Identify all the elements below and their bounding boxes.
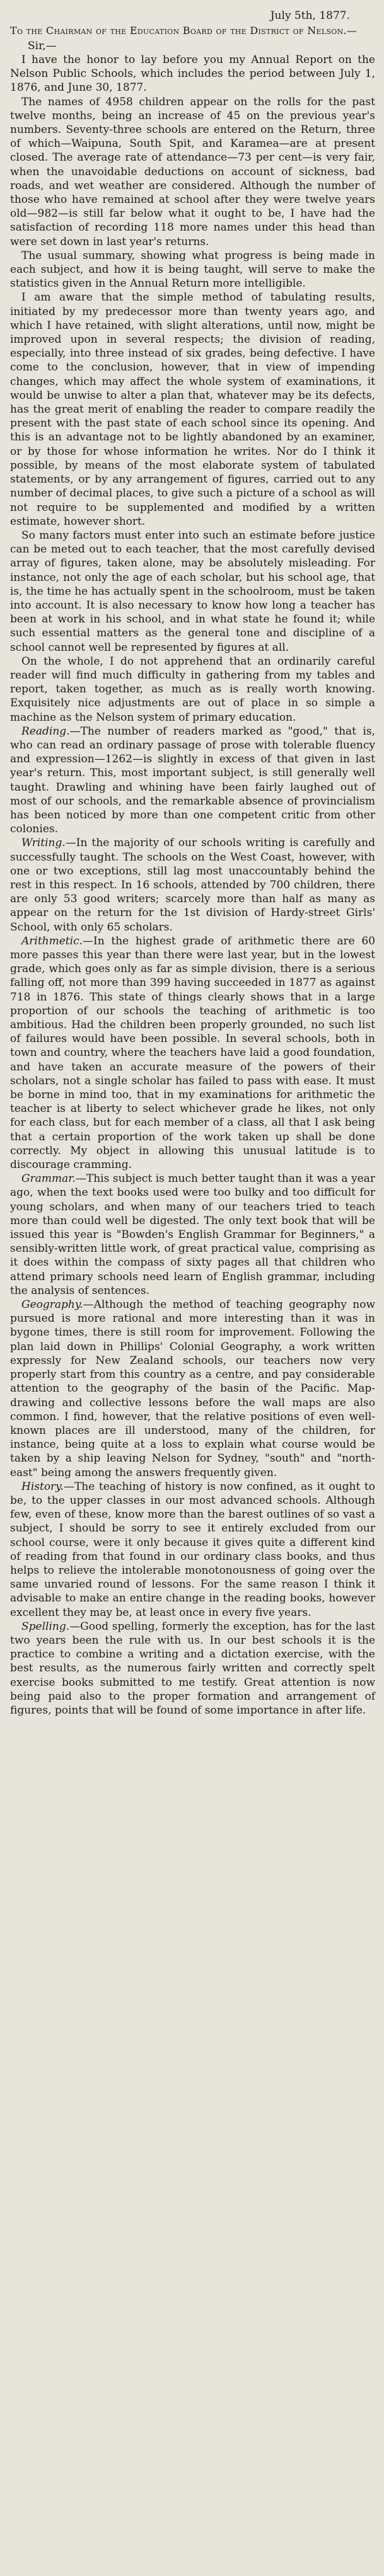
section-lead: Spelling. (21, 1620, 70, 1633)
section-lead: Grammar. (21, 1172, 76, 1186)
paragraph-spelling: Spelling.—Good spelling, formerly the exception, has for the last two years been the rule with us. In our best schools it is the practice to combine a writing and a dictation exercise, with the best results, as the numerous fairly written and correctly spelt exercise books submitted to me testify. Great attention is now being paid also to the proper formation and arrangement of figures, points that will be found of some importance in after life. (10, 1620, 375, 1717)
paragraph-arithmetic: Arithmetic.—In the highest grade of arithmetic there are 60 more passes this year than there were last year, but in the lowest grade, which goes only as far as simple division, there is a serious falling off, not more than 399 having succeeded in 1877 as against 718 in 1876. This state of things clearly shows that in a large proportion of our schools the teaching of arithmetic is too ambitious. Had the children been properly grounded, no such list of failures would have been possible. In several schools, both in town and country, where the teachers have laid a good foundation, and have taken an accurate measure of the powers of their scholars, not a single scholar has failed to pass with ease. It must be borne in mind too, that in my examinations for arithmetic the teacher is at liberty to select whichever grade he likes, not only for each class, but for each member of a class, all that I ask being that a certain proportion of the work taken up shall be done correctly. My object in allowing this unusual latitude is to discourage cramming. (10, 934, 375, 1172)
paragraph-geography: Geography.—Although the method of teaching geography now pursued is more rational and more interesting than it was in bygone times, there is still room for improvement. Following the plan laid down in Phillips' Colonial Geography, a work written expressly for New Zealand schools, our teachers now very properly start from this country as a centre, and pay considerable attention to the geography of the basin of the Pacific. Map-drawing and collective lessons before the wall maps are also common. I find, however, that the relative positions of even well-known places are ill understood, many of the children, for instance, being quite at a loss to explain what course would be taken by a ship leaving Nelson for Sydney, "south" and "north-east" being among the answers frequently given. (10, 1298, 375, 1479)
letter-date: July 5th, 1877. (270, 9, 350, 22)
paragraph: So many factors must enter into such an estimate before justice can be meted out to each teacher, that the most carefully devised array of figures, taken alone, may be absolutely misleading. For instance, not only the age of each scholar, but his school age, that is, the time he has actually spent in the schoolroom, must be taken into account. It is also necessary to know how long a teacher has been at work in his school, and in what state he found it; while such essential matters as the general tone and discipline of a school cannot well be represented by figures at all. (10, 529, 375, 654)
paragraph-grammar: Grammar.—This subject is much better taught than it was a year ago, when the text books used were too bulky and too difficult for young scholars, and when many of our teachers tried to teach more than could well be digested. The only text book that will be issued this year is "Bowden's English Grammar for Beginners," a sensibly-written little work, of great practical value, comprising as it does within the compass of sixty pages all that children who attend primary schools need learn of English grammar, including the analysis of sentences. (10, 1172, 375, 1297)
section-lead: Writing. (21, 837, 66, 850)
report-body (10, 53, 375, 1717)
paragraph: The names of 4958 children appear on the rolls for the past twelve months, being an increase of 45 on the previous year's numbers. Seventy-three schools are entered on the Return, three of which—Waipuna, South Spit, and Karamea—are at present closed. The average rate of attendance—73 per cent—is very fair, when the unavoidable deductions on account of sickness, bad roads, and wet weather are considered. Although the number of those who have remained at school after they were twelve years old—982—is still far below what it ought to be, I have had the satisfaction of recording 118 more names under this head than were set down in last year's returns. (10, 95, 375, 248)
paragraph-history: History.—The teaching of history is now confined, as it ought to be, to the upper classes in our most advanced schools. Although few, even of these, know more than the barest outlines of so vast a subject, I should be sorry to see it entirely excluded from our school course, were it only because it gives quite a different kind of reading from that found in our ordinary class books, and thus helps to relieve the intolerable monotonousness of going over the same unvaried round of lessons. For the same reason I think it advisable to make an entire change in the reading books, however excellent they may be, at least once in every five years. (10, 1480, 375, 1619)
section-lead: Geography. (21, 1298, 83, 1312)
letter-salutation: Sir,— (28, 40, 57, 52)
paragraph: The usual summary, showing what progress is being made in each subject, and how it is being taught, will serve to make the statistics given in the Annual Return more intelligible. (10, 249, 375, 290)
section-lead: Reading. (21, 724, 70, 738)
paragraph-writing: Writing.—In the majority of our schools writing is carefully and successfully taught. The schools on the West Coast, however, with one or two exceptions, still lag most unaccountably behind the rest in this respect. In 16 schools, attended by 700 children, there are only 53 good writers; scarcely more than half as many as appear on the return for the 1st division of Hardy-street Girls' School, with only 65 scholars. (10, 837, 375, 934)
section-lead: Arithmetic. (21, 934, 83, 947)
section-lead: History. (21, 1480, 64, 1493)
paragraph-reading: Reading.—The number of readers marked as "good," that is, who can read an ordinary passage of prose with tolerable fluency and expression—1262—is slightly in excess of that given in last year's return. This, most important subject, is still generally well taught. Drawling and whining have been fairly laughed out of most of our schools, and the remarkable absence of provincialism has been noticed by more than one competent critic from other colonies. (10, 724, 375, 836)
paragraph: I am aware that the simple method of tabulating results, initiated by my predecessor more than twenty years ago, and which I have retained, with slight alterations, until now, might be improved upon in several respects; the division of reading, especially, into three instead of six grades, being defective. I have come to the conclusion, however, that in view of impending changes, which may affect the whole system of examinations, it would be unwise to alter a plan that, whatever may be its defects, has the great merit of enabling the reader to compare readily the present with the past state of each school since its opening. And this is an advantage not to be lightly abandoned by an examiner, or by those for whose information he writes. Nor do I think it possible, by means of the most elaborate system of tabulated statements, or by any arrangement of figures, carried out to any number of decimal places, to give such a picture of a school as will not require to be supplemented and modified by a written estimate, however short. (10, 291, 375, 528)
paragraph: I have the honor to lay before you my Annual Report on the Nelson Public Schools, which includes the period between July 1, 1876, and June 30, 1877. (10, 54, 375, 94)
paragraph: On the whole, I do not apprehend that an ordinarily careful reader will find much difficulty in gathering from my tables and report, taken together, as much as is really worth knowing. Exquisitely nice adjustments are out of place in so simple a machine as the Nelson system of primary education. (10, 655, 375, 724)
letter-heading: To the Chairman of the Education Board of the District of Nelson.— (10, 25, 358, 37)
